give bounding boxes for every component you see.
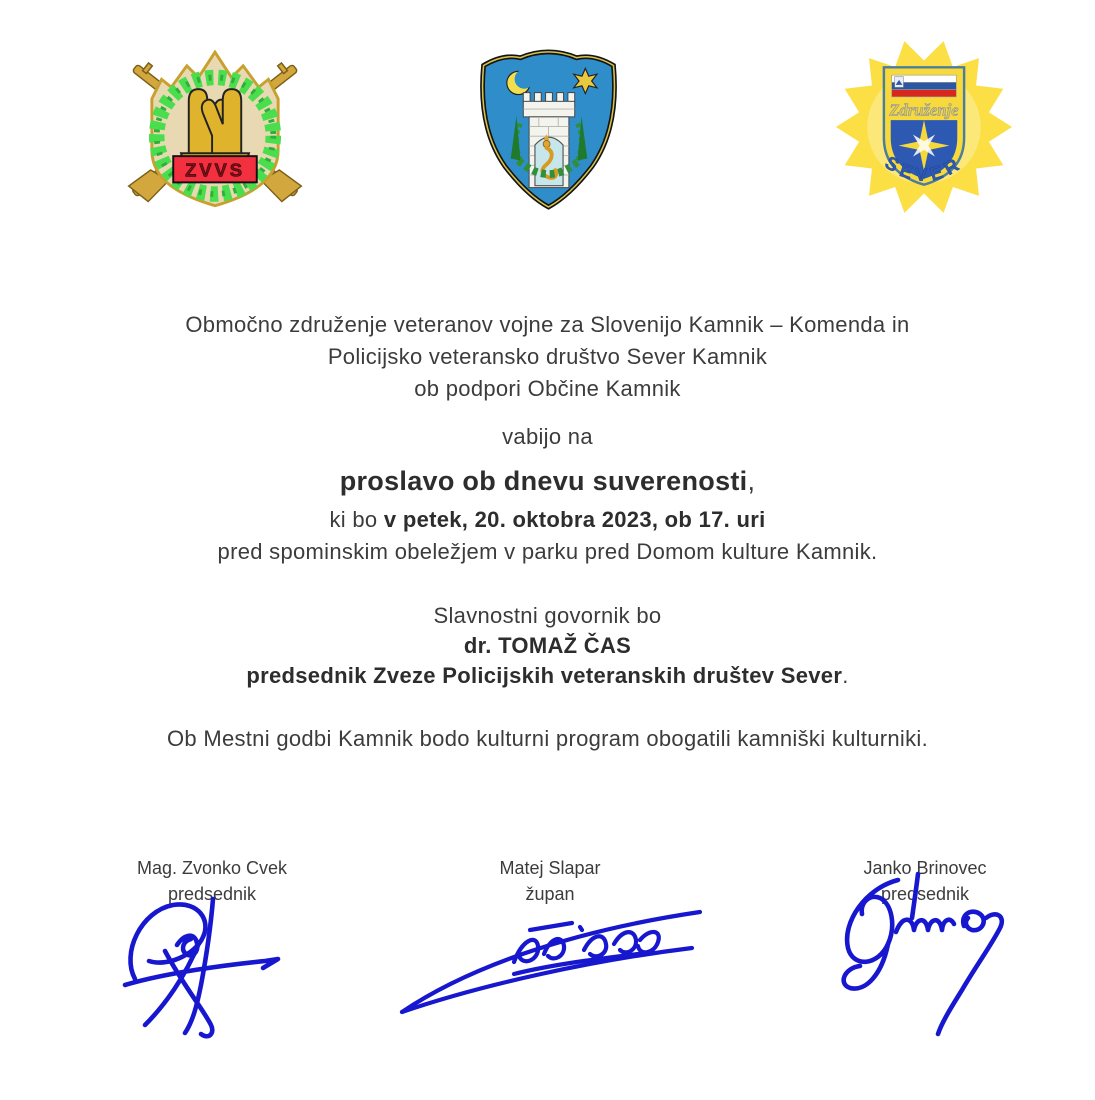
signature-matej-slapar-icon [394, 900, 716, 1015]
event-when-line [0, 507, 1095, 533]
zdruzenje-band-text: Združenje [889, 100, 959, 120]
speaker-title: predsednik Zveze Policijskih veteranskih društev Sever [246, 663, 843, 688]
event-where-line: pred spominskim obeležjem v parku pred Domom kulture Kamnik. [217, 539, 878, 564]
flag-crest-icon [895, 77, 904, 88]
kamnik-arms-graphic [470, 42, 628, 214]
speaker-title-line [0, 663, 1095, 689]
tower-icon [523, 93, 574, 188]
slovenian-flag-icon [892, 75, 957, 97]
kamnik-coat-of-arms-icon [470, 42, 628, 214]
when-bold: v petek, 20. oktobra 2023, ob 17. uri [383, 507, 766, 532]
signature-zvonko-cvek-icon [115, 893, 287, 1045]
zvvs-veterans-emblem-icon [113, 36, 317, 218]
speaker-name: dr. TOMAŽ ČAS [463, 633, 632, 658]
event-title-line [0, 466, 1095, 497]
organizers-line-3: ob podpori Občine Kamnik [414, 376, 681, 401]
signatory-name: Matej Slapar [499, 858, 601, 878]
zvvs-band [173, 156, 257, 182]
signatory-name: Mag. Zvonko Cvek [136, 858, 288, 878]
signatory-name: Janko Brinovec [863, 858, 987, 878]
signatory-role: predsednik [880, 884, 970, 904]
signatory-role: predsednik [167, 884, 257, 904]
speaker-intro: Slavnostni govornik bo [433, 603, 662, 628]
organizers-line-1: Območno združenje veteranov vojne za Slovenijo Kamnik – Komenda in [185, 312, 910, 337]
sever-association-emblem-icon [832, 36, 1016, 218]
invite-phrase: vabijo na [502, 424, 593, 449]
speaker-title-suffix: . [842, 663, 849, 688]
when-prefix: ki bo [329, 507, 384, 532]
program-note: Ob Mestni godbi Kamnik bodo kulturni program obogatili kamniški kulturniki. [166, 726, 929, 751]
zvvs-band-text: ZVVS [185, 159, 245, 181]
signatory-column-2 [400, 858, 700, 905]
sever-arc-text: SEVER [881, 151, 967, 185]
event-title: proslavo ob dnevu suverenosti [339, 466, 748, 496]
zvvs-emblem-graphic [113, 36, 317, 218]
sever-emblem-graphic [832, 36, 1016, 218]
signatory-role: župan [525, 884, 575, 904]
signature-janko-brinovec-icon [826, 870, 1018, 1048]
event-title-suffix: , [747, 466, 756, 496]
organizers-line-2: Policijsko veteransko društvo Sever Kamnik [327, 344, 768, 369]
